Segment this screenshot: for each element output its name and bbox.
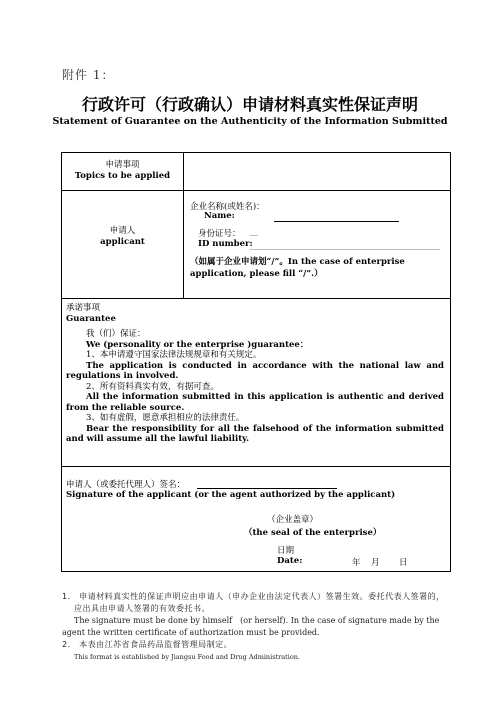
date-label-zh: 日期 — [277, 546, 295, 556]
id-label-en: ID number: — [198, 239, 253, 249]
signature-label-en: Signature of the applicant (or the agent authorized by the applicant) — [66, 490, 396, 500]
guarantee-row — [62, 298, 450, 467]
guarantee-item1-en: The application is conducted in accordance with the national law and regulations in involved. — [66, 360, 444, 381]
note1-zh: 1. 申请材料真实性的保证声明应由申请人（申办企业由法定代表人）签署生效。委托代表人签署的，应出具由申请人签署的有效委托书。 — [62, 592, 445, 613]
seal-label-zh: （企业盖章） — [267, 515, 319, 525]
guarantee-intro-en: We (personality or the enterprise )guarantee： — [86, 339, 309, 350]
guarantee-item2-zh: 2、所有资料真实有效，有据可查。 — [86, 381, 219, 392]
statement-form — [61, 152, 451, 572]
note1-en: The signature must be done by himself (or herself). In the case of signature made by the agent the written certificate of authorization must be provided. — [62, 616, 440, 637]
name-label-en: Name: — [204, 211, 235, 221]
page-subtitle: Statement of Guarantee on the Authenticity of the Information Submitted — [52, 116, 448, 127]
signature-input[interactable] — [197, 488, 337, 489]
date-label-en: Date: — [277, 556, 303, 566]
guarantee-item3-en: Bear the responsibility for all the falsehood of the information submitted and will assume all the lawful liability. — [66, 423, 444, 444]
topics-label-en: Topics to be applied — [74, 171, 171, 181]
topics-row — [62, 153, 450, 191]
topics-input[interactable] — [188, 157, 444, 185]
page-title: 行政许可（行政确认）申请材料真实性保证声明 — [81, 95, 418, 114]
guarantee-item2-en: All the information submitted in this application is authentic and derived from the reliable source. — [66, 392, 444, 413]
name-input[interactable] — [274, 221, 399, 222]
guarantee-heading — [66, 303, 444, 324]
topics-label — [62, 160, 183, 182]
id-zh-input-line — [250, 235, 258, 236]
note2-en: This format is established by Jiangsu Food and Drug Administration. — [74, 653, 300, 661]
signature-row — [62, 466, 450, 571]
date-year: 年 — [352, 558, 361, 568]
date-day: 日 — [399, 558, 408, 568]
applicant-row — [62, 190, 450, 299]
guarantee-intro-zh: 我（们）保证： — [86, 329, 146, 339]
topics-label-zh: 申请事项 — [105, 160, 140, 170]
guarantee-heading-zh: 承诺事项 — [66, 303, 101, 313]
footnotes — [62, 591, 452, 663]
id-input[interactable] — [250, 249, 440, 250]
applicant-label — [62, 226, 183, 248]
attachment-label: 附件 1： — [62, 68, 115, 82]
guarantee-item3-zh: 3、如有虚假，愿意承担相应的法律责任。 — [86, 413, 245, 423]
date-month: 月 — [371, 558, 380, 568]
seal-label-en: （the seal of the enterprise） — [244, 528, 382, 538]
guarantee-body — [66, 329, 444, 445]
signature-label-zh: 申请人（或委托代理人）签名： — [66, 480, 186, 490]
applicant-label-en: applicant — [100, 237, 145, 247]
name-label-zh: 企业名称(或姓名)： — [190, 202, 265, 212]
applicant-label-zh: 申请人 — [109, 226, 136, 236]
enterprise-note: （如属于企业申请划“/”。In the case of enterprise application, please fill “/”.） — [190, 257, 405, 279]
guarantee-heading-en: Guarantee — [66, 313, 116, 324]
id-label-zh: 身份证号： — [198, 229, 241, 239]
guarantee-item1-zh: 1、本申请遵守国家法律法规规章和有关规定。 — [86, 350, 262, 360]
note2-zh: 2. 本表由江苏省食品药品监督管理局制定。 — [62, 640, 233, 649]
